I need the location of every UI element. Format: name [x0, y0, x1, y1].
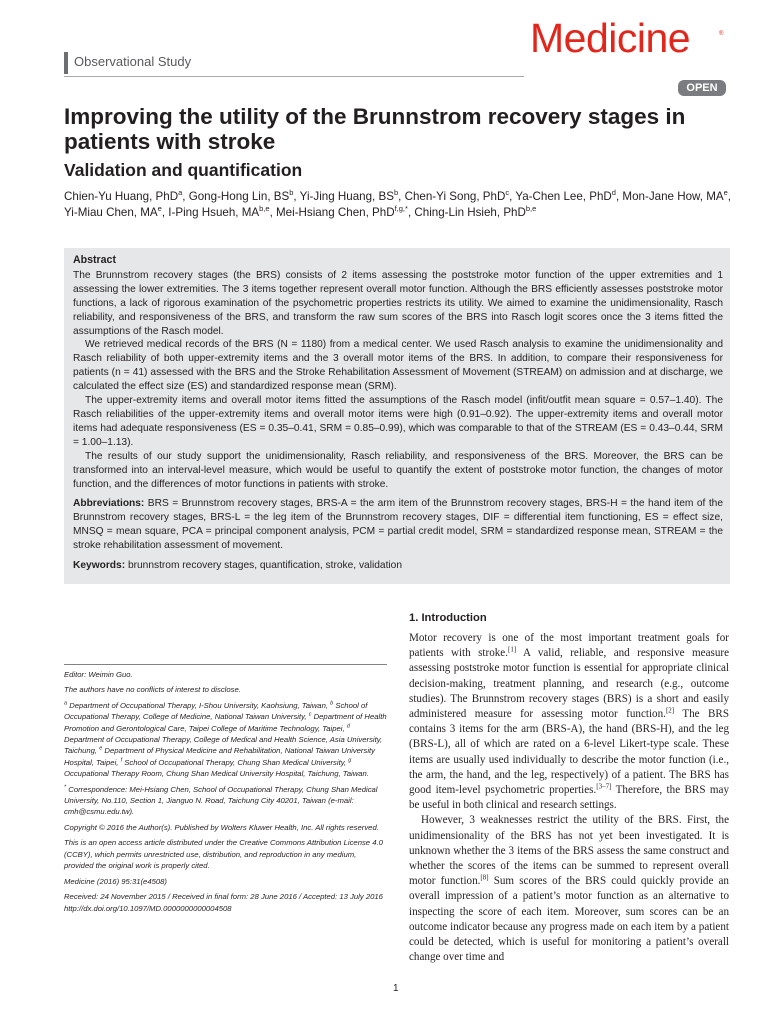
- author-affiliation-marker: e: [157, 204, 162, 214]
- keywords-label: Keywords:: [73, 560, 126, 572]
- open-access-badge: OPEN: [678, 80, 726, 96]
- affiliation-text: Department of Physical Medicine and Rehabilitation, National Taiwan University Hospital, Taipei,: [64, 746, 376, 767]
- paragraph-text: Therefore, the BRS may be useful in both clinical and research settings.: [409, 784, 729, 812]
- dates: Received: 24 November 2015 / Received in final form: 28 June 2016 / Accepted: 13 July 2016: [64, 891, 383, 901]
- abstract-paragraph: The results of our study support the unidimensionality, Rasch reliability, and responsiveness of the BRS. Moreover, the BRS can be transformed into an interval-level measure, which would be useful to quantify the extent of poststroke motor function, the changes of motor function, and the differences of motor functions in patients with stroke.: [73, 450, 723, 490]
- author-affiliation-marker: b,e: [525, 204, 537, 214]
- paragraph-text: Motor recovery is one of the most important treatment goals for patients with stroke.: [409, 632, 729, 660]
- footnote-rule: [64, 664, 387, 665]
- author-name: Mei-Hsiang Chen, PhD: [276, 206, 395, 219]
- keywords: [73, 559, 723, 573]
- abstract-box: [64, 248, 730, 584]
- citation-ref[interactable]: [3–7]: [596, 782, 612, 791]
- footnotes: [64, 669, 387, 919]
- citation-ref[interactable]: [2]: [665, 706, 675, 715]
- author-name: I-Ping Hsueh, MA: [168, 206, 260, 219]
- conflict-statement: The authors have no conflicts of interest to disclose.: [64, 685, 241, 695]
- citation: Medicine (2016) 95:31(e4508): [64, 876, 167, 886]
- affiliation-marker: d: [346, 723, 350, 730]
- section-heading-introduction: 1. Introduction: [409, 612, 487, 624]
- section-marker-bar: [64, 52, 68, 74]
- author-affiliation-marker: b: [289, 188, 294, 198]
- introduction-body: [409, 631, 729, 965]
- author-affiliation-marker: b,e: [259, 204, 270, 214]
- article-title: Improving the utility of the Brunnstrom recovery stages in patients with stroke: [64, 104, 686, 154]
- copyright: Copyright © 2016 the Author(s). Published by Wolters Kluwer Health, Inc. All rights reserved.: [64, 822, 379, 832]
- registered-mark: ®: [719, 31, 724, 37]
- abstract-paragraph: The upper-extremity items and overall motor items fitted the assumptions of the Rasch model (infit/outfit mean square = 0.57–1.40). The Rasch reliabilities of the upper-extremity items and overall motor items were high (0.91–0.92). The upper-extremity items and overall motor items had adequate responsiveness (ES = 0.35–0.41, SRM = 0.85–0.99), which was comparable to that of the STREAM (ES = 0.43–0.44, SRM = 1.00–1.13).: [73, 395, 723, 448]
- paragraph-text: The BRS contains 3 items for the arm (BRS-A), the hand (BRS-H), and the leg (BRS-L), all of which are rated on a 6-level Likert-type scale. These items are usually used individually to describe the motor function (i.e., the arm, the hand, and the leg, respectively) of a patient. The BRS has good item-level psychometric properties.: [409, 708, 730, 797]
- affiliation-text: School of Occupational Therapy, College of Medicine, National Taiwan University,: [64, 700, 368, 722]
- abstract-paragraph: We retrieved medical records of the BRS (N = 1180) from a medical center. We used Rasch analysis to examine the unidimensionality and Rasch reliability of both upper-extremity items and the 3 overall motor items of the BRS. In addition, to compare their responsiveness for patients (n = 41) assessed with the BRS and the Stroke Rehabilitation Assessment of Movement (STREAM) on admission and at discharge, we calculated the effect size (ES) and standardized response mean (SRM).: [73, 339, 723, 393]
- header-rule: [64, 76, 524, 77]
- abbreviations: [73, 497, 723, 553]
- correspondence: [64, 784, 387, 818]
- author-name: Mon-Jane How, MA: [622, 190, 724, 203]
- author-name: Chien-Yu Huang, PhD: [64, 190, 179, 203]
- author-list: Chien-Yu Huang, PhD$^a$, Gong-Hong Lin, $BS^b$, Yi-Jing Huang, $BS^b$, Chen-Yi Song, PhD$^c$, Ya-Chen Lee, PhD$^d$, Mon-Jane How, $MA^e$, Yi-Miau Chen, $MA^e$, I-Ping Hsueh, MA$^{b,e}$, Mei-Hsiang Chen, PhD$^{f,g,*}$, Ching-Lin Hsieh, PhD$^{b,e}$: [64, 188, 731, 219]
- paragraph-text: However, 3 weaknesses restrict the utility of the BRS. First, the unidimensionality of the BRS has not yet been investigated. It is unknown whether the 3 items of the BRS assess the same construct and whether the scores of the items can be summed to represent overall motor function.: [409, 814, 729, 888]
- author-affiliation-marker: e: [723, 188, 728, 198]
- author-name: Ching-Lin Hsieh, PhD: [414, 206, 526, 219]
- paragraph-text: Sum scores of the BRS could quickly provide an overall impression of a patient’s motor function as an alternative to inspecting the score of each item. Moreover, sum scores can be an outcome indicator because any progress made on each item by a patient could be detected, which is useful for monitoring a patient’s overall change over time and: [409, 875, 729, 964]
- author-name: Chen-Yi Song, PhD: [404, 190, 506, 203]
- author-name: Ya-Chen Lee, PhD: [515, 190, 612, 203]
- article-subtitle: Validation and quantification: [64, 160, 303, 180]
- page-number: 1: [393, 983, 399, 994]
- journal-logo: Medicine: [530, 15, 691, 61]
- section-label: Observational Study: [74, 54, 192, 69]
- correspondence-text: Correspondence: Mei-Hsiang Chen, School of Occupational Therapy, Chung Shan Medical University, No.110, Section 1, Jianguo N. Road, Taichung City 40201, Taiwan (e-mail: cmh@csmu.edu.tw).: [64, 784, 378, 817]
- author-name: Yi-Miau Chen, MA: [64, 206, 158, 219]
- affiliation-text: Occupational Therapy Room, Chung Shan Medical University Hospital, Taichung, Taiwan.: [64, 769, 369, 779]
- correspondence-marker: *: [64, 784, 67, 791]
- introduction-paragraph: [409, 813, 729, 965]
- author-affiliation-marker: a: [178, 188, 183, 198]
- author-name: Yi-Jing Huang, BS: [299, 190, 394, 203]
- affiliation-text: Department of Health Promotion and Gerontological Care, Taipei College of Maritime Technology, Taipei,: [64, 712, 387, 733]
- affiliation-marker: g: [348, 757, 352, 764]
- introduction-paragraph: [409, 631, 729, 813]
- keywords-text: brunnstrom recovery stages, quantification, stroke, validation: [127, 560, 403, 572]
- author-name: Gong-Hong Lin, BS: [188, 190, 290, 203]
- abstract-heading: Abstract: [73, 254, 116, 266]
- affiliation-marker: f: [120, 757, 123, 764]
- abbreviations-label: Abbreviations:: [73, 498, 145, 510]
- affiliation-marker: e: [99, 745, 103, 752]
- paragraph-text: A valid, reliable, and responsive measure assessing poststroke motor function is essential for appropriate clinical decision-making, treatment planning, and research (e.g., outcome studies). The Brunnstrom recovery stages (BRS) is a short and easily administered measure for assessing motor function.: [409, 647, 729, 721]
- author-affiliation-marker: f,g,*: [394, 204, 408, 214]
- abstract-paragraph: The Brunnstrom recovery stages (the BRS) consists of 2 items assessing the poststroke motor function of the upper extremities and 1 assessing the lower extremities. The 3 items together represent overall motor function. Although the BRS efficiently assesses poststroke motor functions, a lack of rigorous examination of the psychometric properties restricts its utility. We aimed to examine the unidimensionality, Rasch reliability, and responsiveness of the BRS, and transform the raw sum scores of the BRS into Rasch logit scores once the 3 items fitted the assumptions of the Rasch model.: [73, 269, 723, 337]
- doi-link[interactable]: http://dx.doi.org/10.1097/MD.0000000000004508: [64, 904, 232, 914]
- abbreviations-text: BRS = Brunnstrom recovery stages, BRS-A = the arm item of the Brunnstrom recovery stages, BRS-H = the hand item of the Brunnstrom recovery stages, BRS-L = the leg item of the Brunnstrom recovery stages, DIF = differential item functioning, ES = effect size, MNSQ = mean square, PCA = principal component analysis, PCM = partial credit model, SRM = standardized response mean, STREAM = the stroke rehabilitation assessment of movement.: [73, 498, 723, 552]
- affiliation-text: Department of Occupational Therapy, I-Shou University, Kaohsiung, Taiwan,: [67, 700, 331, 710]
- citation-ref[interactable]: [1]: [508, 645, 517, 654]
- affiliations: [64, 700, 387, 780]
- affiliation-marker: a: [64, 700, 68, 707]
- author-affiliation-marker: c: [505, 188, 510, 198]
- affiliation-marker: c: [308, 711, 312, 718]
- license: This is an open access article distributed under the Creative Commons Attribution License 4.0 (CCBY), which permits unrestricted use, distribution, and reproduction in any medium, provided the original work is properly cited.: [64, 838, 383, 871]
- author-affiliation-marker: b: [393, 188, 399, 198]
- affiliation-text: Department of Occupational Therapy, College of Medical and Health Science, Asia University, Taichung,: [64, 735, 383, 756]
- author-affiliation-marker: d: [611, 188, 616, 198]
- affiliation-marker: b: [330, 700, 334, 707]
- affiliation-text: School of Occupational Therapy, Chung Shan Medical University,: [122, 757, 349, 767]
- editor-note: Editor: Weimin Guo.: [64, 670, 133, 679]
- citation-ref[interactable]: [8]: [480, 873, 489, 882]
